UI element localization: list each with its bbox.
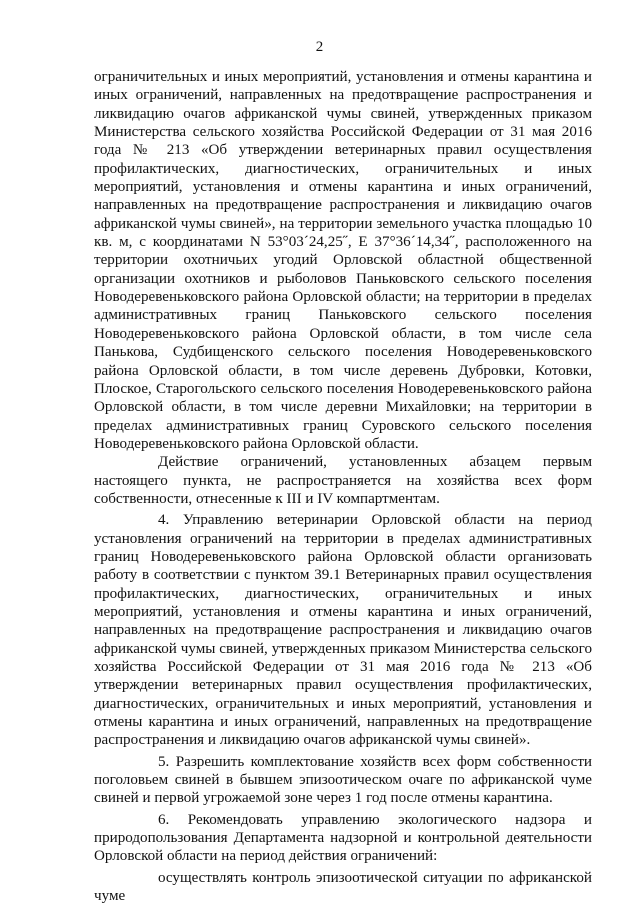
paragraph-exception: Действие ограничений, установленных абзацем первым настоящего пункта, не распространяется на хозяйства всех форм собственности, отнесенные к III и IV компартментам. bbox=[94, 454, 592, 507]
page-number: 2 bbox=[315, 39, 324, 55]
document-body bbox=[94, 68, 592, 905]
paragraph-item-5: 5. Разрешить комплектование хозяйств всех форм собственности поголовьем свиней в бывшем эпизоотическом очаге по африканской чуме свиней и первой угрожаемой зоне через 1 год после отмены карантина. bbox=[94, 753, 592, 807]
paragraph-item-6: 6. Рекомендовать управлению экологического надзора и природопользования Департамента надзорной и контрольной деятельности Орловской области на период действия ограничений: bbox=[94, 811, 592, 865]
paragraph-item-6-sub: осуществлять контроль эпизоотической ситуации по африканской чуме bbox=[94, 869, 592, 905]
paragraph-item-4: 4. Управлению ветеринарии Орловской области на период установления ограничений на территории в пределах административных границ Новодеревеньковского района Орловской области организовать работу в соответствии с пунктом 39.1 Ветеринарных правил осуществления профилактических, диагностических, ограничительных и иных мероприятий, установления и отмены карантина и иных ограничений, направленных на предотвращение распространения и ликвидацию очагов африканской чумы свиней, утвержденных приказом Министерства сельского хозяйства Российской Федерации от 31 мая 2016 года № 213 «Об утверждении ветеринарных правил осуществления профилактических, диагностических, ограничительных и иных мероприятий, установления и отмены карантина и иных ограничений, направленных на предотвращение распространения и ликвидацию очагов африканской чумы свиней». bbox=[94, 512, 592, 749]
paragraph-continuation: ограничительных и иных мероприятий, установления и отмены карантина и иных ограничений, направленных на предотвращение распространения и ликвидацию очагов африканской чумы свиней, утвержденных приказом Министерства сельского хозяйства Российской Федерации от 31 мая 2016 года № 213 «Об утверждении ветеринарных правил осуществления профилактических, диагностических, ограничительных и иных мероприятий, установления и отмены карантина и иных ограничений, направленных на предотвращение распространения и ликвидацию очагов африканской чумы свиней», на территории земельного участка площадью 10 кв. м, с координатами N 53°03´24,25˝, E 37°36´14,34˝, расположенного на территории охотничьих угодий Орловской областной общественной организации охотников и рыболовов Паньковского сельского поселения Новодеревеньковского района Орловской области; на территории в пределах административных границ Паньковского сельского поселения Новодеревеньковского района Орловской области, в том числе села Панькова, Судбищенского сельского поселения Новодеревеньковского района Орловской области, в том числе деревень Дубровки, Котовки, Плоское, Старогольского сельского поселения Новодеревеньковского района Орловской области, в том числе деревни Михайловки; на территории в пределах административных границ Суровского сельского поселения Новодеревеньковского района Орловской области. bbox=[94, 69, 592, 452]
